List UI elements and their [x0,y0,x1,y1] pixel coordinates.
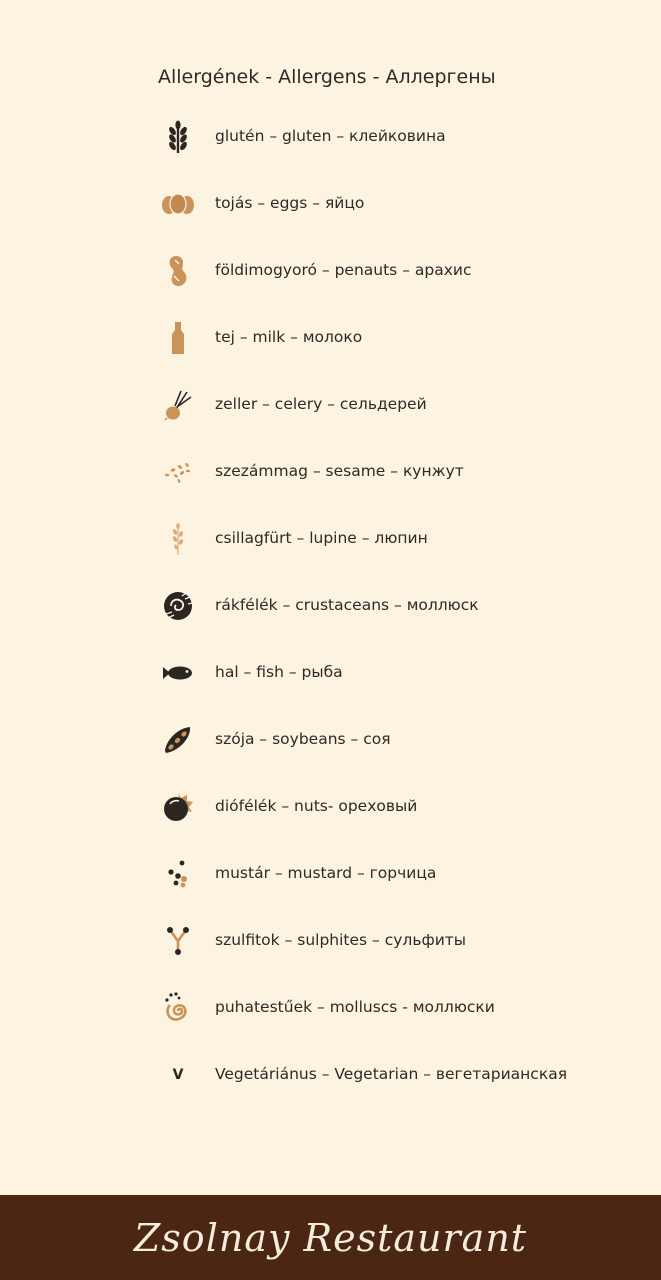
allergen-label: puhatestűek – molluscs - моллюски [215,998,495,1016]
list-item [158,452,598,492]
list-item [158,854,598,894]
list-item [158,1055,598,1095]
allergen-label: szezámmag – sesame – кунжут [215,462,464,480]
allergen-label: szulfitok – sulphites – сульфиты [215,931,467,949]
allergen-label: Vegetáriánus – Vegetarian – вегетарианская [215,1065,568,1083]
list-item [158,251,598,291]
list-item [158,385,598,425]
wheat-icon [158,117,198,157]
list-item [158,787,598,827]
list-item [158,921,598,961]
allergen-label: glutén – gluten – клейковина [215,127,446,145]
page-title: Allergének - Allergens - Аллергены [158,66,496,88]
list-item [158,988,598,1028]
peanut-icon [158,251,198,291]
mustard-icon [158,854,198,894]
list-item [158,519,598,559]
allergen-label: földimogyoró – penauts – арахис [215,261,472,279]
lupine-icon [158,519,198,559]
allergen-label: szója – soybeans – соя [215,730,391,748]
sulphite-molecule-icon [158,921,198,961]
list-item [158,318,598,358]
milk-bottle-icon [158,318,198,358]
allergen-label: rákfélék – crustaceans – моллюск [215,596,479,614]
vegetarian-v-icon: V [172,1067,184,1083]
allergen-label: zeller – celery – сельдерей [215,395,427,413]
allergen-label: csillagfürt – lupine – люпин [215,529,428,547]
footer-banner [0,1195,661,1280]
shrimp-icon [158,586,198,626]
restaurant-logo-text: Zsolnay Restaurant [133,1215,528,1260]
allergen-label: mustár – mustard – горчица [215,864,437,882]
allergen-label: diófélék – nuts- ореховый [215,797,418,815]
list-item [158,184,598,224]
allergen-label: hal – fish – рыба [215,663,343,681]
hazelnut-icon [158,787,198,827]
sesame-icon [158,452,198,492]
soybean-icon [158,720,198,760]
list-item [158,117,598,157]
fish-icon [158,653,198,693]
list-item [158,653,598,693]
list-item [158,720,598,760]
eggs-icon [158,184,198,224]
celery-icon [158,385,198,425]
list-item [158,586,598,626]
snail-icon [158,988,198,1028]
allergen-label: tej – milk – молоко [215,328,363,346]
allergen-label: tojás – eggs – яйцо [215,194,365,212]
